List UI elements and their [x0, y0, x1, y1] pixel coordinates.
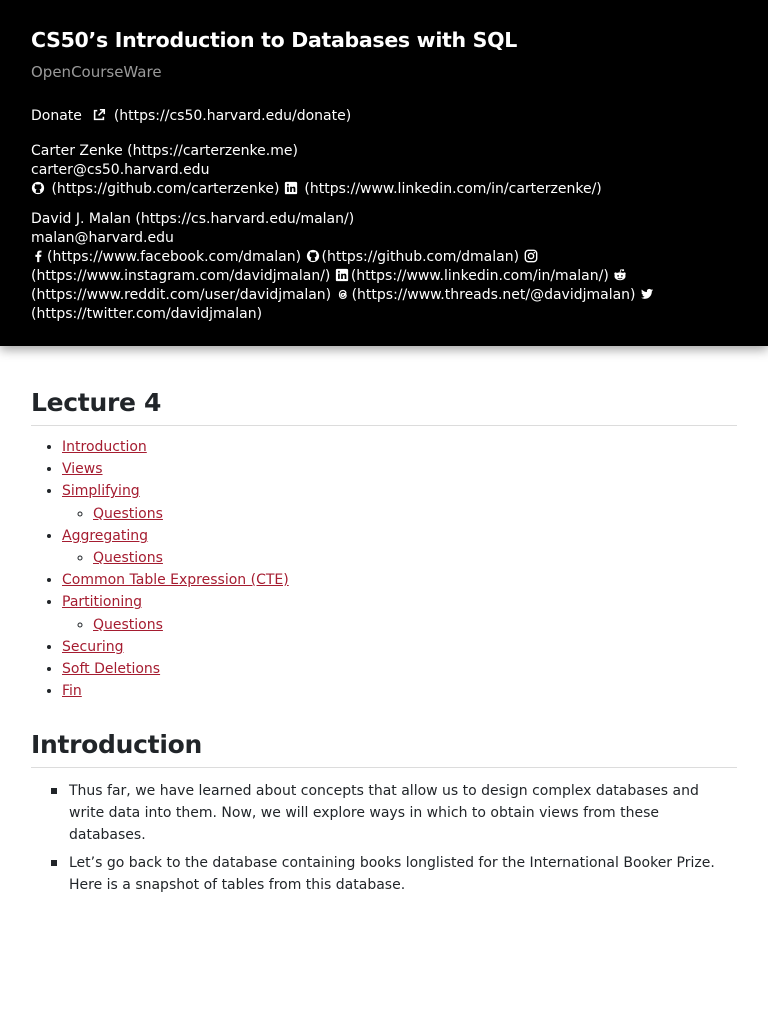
linkedin-icon[interactable]	[335, 268, 349, 282]
toc-link-partitioning[interactable]: Partitioning	[62, 594, 142, 611]
linkedin-icon[interactable]	[284, 181, 298, 195]
carter-github-link[interactable]: (https://github.com/carterzenke)	[51, 181, 280, 197]
david-site-link[interactable]: (https://cs.harvard.edu/malan/)	[135, 211, 355, 227]
toc-link-cte[interactable]: Common Table Expression (CTE)	[62, 572, 289, 589]
david-name: David J. Malan	[31, 211, 131, 227]
author-carter	[31, 142, 737, 199]
github-icon[interactable]	[306, 249, 320, 263]
toc-item	[62, 569, 737, 591]
section-heading-introduction: Introduction	[31, 730, 737, 768]
toc-link-securing[interactable]: Securing	[62, 638, 124, 655]
toc-link-partitioning-questions[interactable]: Questions	[93, 616, 163, 633]
introduction-list	[31, 780, 737, 896]
toc-link-aggregating[interactable]: Aggregating	[62, 527, 149, 544]
toc-item	[62, 480, 737, 524]
twitter-icon[interactable]	[640, 287, 654, 301]
donate-link[interactable]: Donate	[31, 108, 82, 124]
main-content	[0, 346, 768, 896]
toc-item	[62, 636, 737, 658]
lecture-title: Lecture 4	[31, 388, 737, 426]
site-subtitle[interactable]: OpenCourseWare	[31, 63, 162, 81]
toc-link-views[interactable]: Views	[62, 461, 103, 478]
donate-line	[31, 107, 737, 126]
donate-url[interactable]: (https://cs50.harvard.edu/donate)	[113, 108, 352, 124]
carter-site-link[interactable]: (https://carterzenke.me)	[127, 143, 298, 159]
toc-subitem	[93, 547, 737, 569]
david-github-link[interactable]: (https://github.com/dmalan)	[321, 249, 520, 265]
threads-icon[interactable]	[336, 287, 350, 301]
toc-subitem	[93, 614, 737, 636]
david-email[interactable]: malan@harvard.edu	[31, 230, 174, 246]
david-linkedin-link[interactable]: (https://www.linkedin.com/in/malan/)	[350, 268, 609, 284]
david-reddit-link[interactable]: (https://www.reddit.com/user/davidjmalan)	[31, 287, 332, 303]
instagram-icon[interactable]	[524, 249, 538, 263]
author-david	[31, 210, 737, 324]
carter-linkedin-link[interactable]: (https://www.linkedin.com/in/carterzenke/)	[304, 181, 602, 197]
toc-subitem	[93, 503, 737, 525]
toc-item	[62, 658, 737, 680]
toc-item	[62, 525, 737, 569]
toc-item	[62, 591, 737, 635]
toc-link-simplifying-questions[interactable]: Questions	[93, 505, 163, 522]
list-item: Let’s go back to the database containing books longlisted for the International Booker Prize. Here is a snapshot of tables from this database.	[51, 852, 737, 896]
reddit-icon[interactable]	[613, 268, 627, 282]
site-header	[0, 0, 768, 346]
table-of-contents	[31, 436, 737, 702]
carter-email[interactable]: carter@cs50.harvard.edu	[31, 162, 210, 178]
david-instagram-link[interactable]: (https://www.instagram.com/davidjmalan/)	[31, 268, 331, 284]
david-twitter-link[interactable]: (https://twitter.com/davidjmalan)	[31, 306, 263, 322]
carter-name: Carter Zenke	[31, 143, 123, 159]
david-threads-link[interactable]: (https://www.threads.net/@davidjmalan)	[351, 287, 636, 303]
facebook-icon[interactable]	[31, 249, 45, 263]
toc-item	[62, 458, 737, 480]
github-icon[interactable]	[31, 181, 45, 195]
site-title[interactable]: CS50’s Introduction to Databases with SQL	[31, 28, 518, 52]
david-facebook-link[interactable]: (https://www.facebook.com/dmalan)	[47, 249, 302, 265]
toc-link-introduction[interactable]: Introduction	[62, 439, 147, 455]
toc-link-soft-deletions[interactable]: Soft Deletions	[62, 661, 161, 678]
toc-link-fin[interactable]: Fin	[62, 683, 82, 700]
toc-link-aggregating-questions[interactable]: Questions	[93, 550, 163, 567]
toc-link-simplifying[interactable]: Simplifying	[62, 483, 140, 500]
toc-item	[62, 680, 737, 702]
list-item: Thus far, we have learned about concepts that allow us to design complex databases and write data into them. Now, we will explore ways in which to obtain views from these databases.	[51, 780, 737, 846]
external-link-icon	[92, 108, 106, 122]
toc-item	[62, 436, 737, 458]
